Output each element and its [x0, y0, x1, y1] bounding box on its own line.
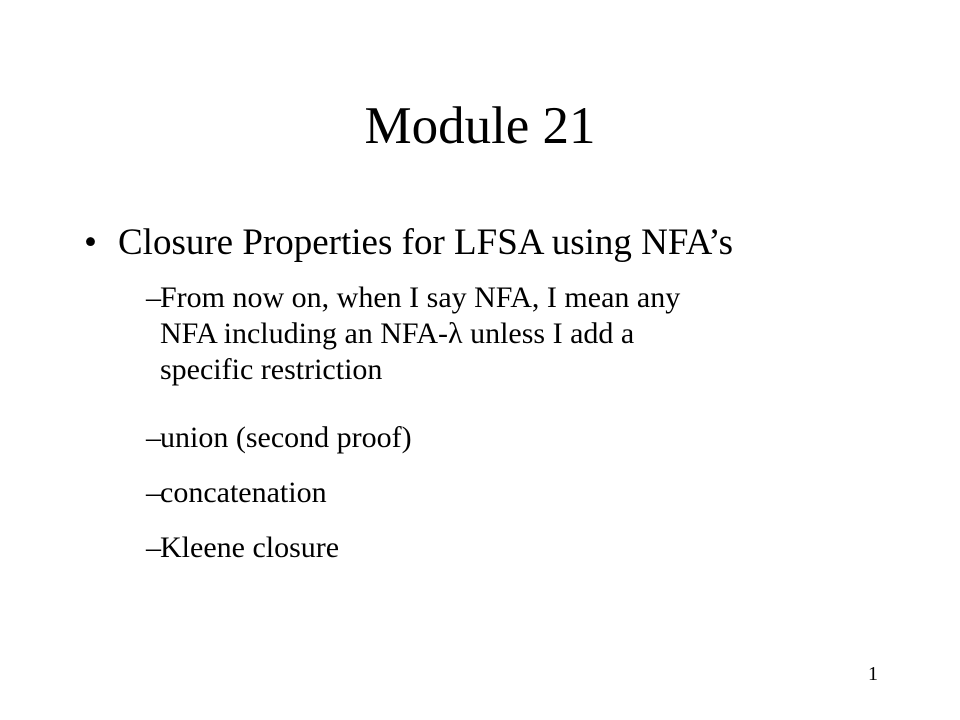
page-number: 1 [868, 663, 878, 685]
subitem-text: concatenation [160, 476, 327, 509]
dash-marker: – [146, 476, 161, 509]
dash-marker: – [146, 281, 161, 314]
dash-marker: – [146, 421, 161, 454]
subitem-line: NFA including an NFA-λ unless I add a [160, 317, 635, 350]
subitem-text [160, 280, 860, 388]
subitem-text: Kleene closure [160, 531, 340, 564]
subitem-text: union (second proof) [160, 421, 412, 454]
slide-title: Module 21 [364, 97, 596, 155]
bullet-text: Closure Properties for LFSA using NFA’s [118, 222, 733, 263]
dash-marker: – [146, 531, 161, 564]
subitem-line: From now on, when I say NFA, I mean any [160, 281, 681, 314]
subitem-line: specific restriction [160, 353, 383, 386]
bullet-marker: • [84, 222, 97, 263]
